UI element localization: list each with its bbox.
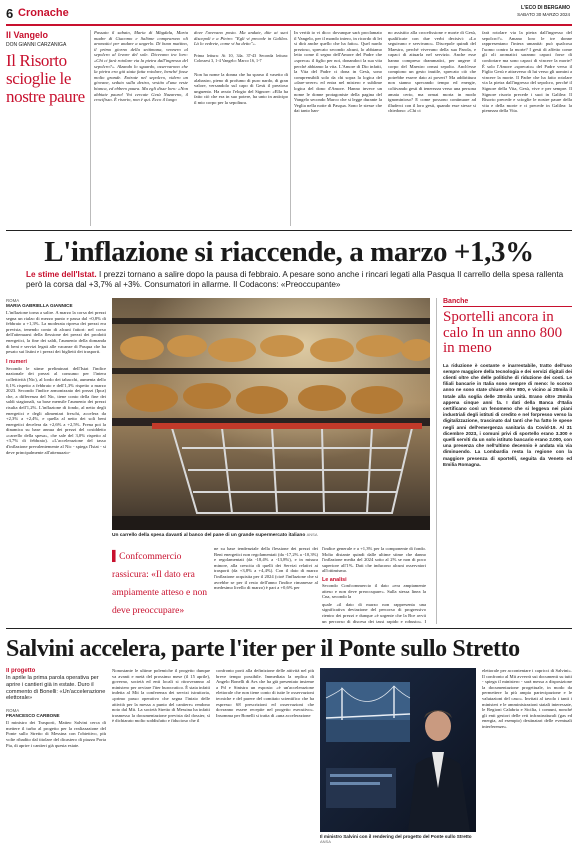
inflazione-lead: L'inflazione torna a salire. A marzo la corsa dei prezzi segna un rialzo di mezzo punto e passa dal +0,8% di febbraio a +1,3%. La moderata ripresa dei prezzi era prevista, tenendo conto di alcuni fattori: nel corso dell'attenuarsi della flessione dei prezzi dei prodotti energetici, la fine dei saldi, l'aumento della domanda di beni e servizi legati alle vacanze di Pasqua che ha pesato sui listini e i prezzi dei biglietti dei trasporti. <box>6 310 106 355</box>
salvini-rendering-image <box>320 668 476 832</box>
inflazione-col1 <box>6 298 106 624</box>
inflazione-col3-text: l'indice generale e a +1,3% per la componente di fondo. Molto distante quindi dalle ultime stime che danno l'inflazione media del 2024 sotto al 2% se non di poco superiore all'1%. Dati che inducono alcuni osservatori all'ottimismo. <box>322 546 426 574</box>
ponte-dateline: ROMA <box>6 708 20 714</box>
inflazione-col4-continuation: quale «il dato di marzo non rappresenta una significativa deviazione del percorso di progressivo rientro dei prezzi e dunque «è urgente che la Bce avvii un percorso di discesa dei tassi rapido e robusto». I <box>322 601 426 624</box>
banche-box <box>436 298 572 624</box>
ponte-kicker: Il progetto <box>6 668 36 674</box>
supermarket-caption-text: Un carrello della spesa davanti al banco del pane di un grande supermercato italiano <box>112 533 306 538</box>
salvini-photo-caption <box>320 834 480 844</box>
page-number: 6 <box>6 6 14 21</box>
vangelo-section <box>6 30 572 228</box>
vangelo-commentary-col4: no assistito alla crocefissione e morte di Gesù, qualificate con due verbi decisivi: «Lo seguivano e servivano». Discepole quindi del Maestro, perché vivevano della sua Parola, e capaci di attuarla nel servizio. Anche esse hanno compreso drammatici, per ungere il corpo del Maestro ormai sepolto. Anch'esse compiono un gesto inutile, sprecato ciò che potrebbe essere dato ai poveri? Ma addirittura non stanno sprecando tempo ed energie, coltivando gesti di tenerezza verso una persona amata certo, ma ormai morta in modo ignominioso? E come possono continuare ad illuderci con il loro gesti, quando esse stesse si chiedono: «Chi ci <box>388 30 476 114</box>
vangelo-gospel-text: Passato il sabato, Maria di Màgdala, Maria madre di Giacomo e Salòme comprarono oli aromatici per andare a ungerlo. Di buon mattino, il primo giorno della settimana, vennero al sepolcro al levare del sole. Dicevano tra loro: «Chi ci farà rotolare via la pietra dall'ingresso del sepolcro?». Alzando lo sguardo, osservarono che la pietra era già stata fatta rotolare, benché fosse molto grande. Entrate nel sepolcro, videro un giovane, seduto sulla destra, vestito d'una veste bianca, ed ebbero paura. Ma egli disse loro: «Non abbiate paura! Voi cercate Gesù Nazareno, il crocifisso. È risorto, non è qui. Ecco il luogo <box>94 30 188 103</box>
inflazione-headline: L'inflazione si riaccende, a marzo +1,3% <box>44 236 534 268</box>
ponte-deck: In aprile la prima parola operativa per aprire i cantieri già in estate. Duro il commento di Bonelli: «Un'accelerazione elettorale» <box>6 675 106 702</box>
salvini-caption-text: Il ministro Salvini con il rendering del progetto del Ponte sullo Stretto <box>320 834 472 839</box>
ponte-col4: elettorale per accontentare i capricci di Salvini». Il confronto al Mit avverrà sui documenti su tutti - spiega il ministero - sarà messa a disposizione la documentazione progettuale, in modo da permettere la più ampia partecipazione e le valutazioni del caso». Invitati al tavolo i tanti i ministeri e le amministrazioni statali interessate, le Regioni Calabria e Sicilia, i comuni, nonché gli enti gestori delle reti infrastrutturali (gas ed energia, ad esempio) destinatari delle eventuali interferenze». <box>482 668 572 729</box>
inflazione-col3 <box>322 546 426 624</box>
vangelo-commentary-col5: farà rotolare via la pietra dall'ingresso del sepolcro?». Amano loro le tre donne rappresentano l'intera umanità: può qualcosa l'uomo contro la morte? I gesti di affetto come gli oli aromatici saranno capaci forse di confortare ma sono capaci di vincere la morte? È solo l'Amore «sprecato» del Padre verso il Figlio Gesù e attraverso di lui verso gli uomini a vincere la morte. Il Padre che ha fatto rotolare via la pietra dall'ingresso del sepolcro, perché il Signore della Vita, Gesù, vive e per sempre. Il Signore risorto precede i suoi in Galilea: Il Risorto precede e scioglie le nostre paure della vita e della morte e ci precede in Galilea: la pienezza della Vita. <box>482 30 572 114</box>
inflazione-deck <box>26 270 566 290</box>
cart-bread-image <box>112 298 430 530</box>
vangelo-title: Il Risorto scioglie le nostre paure <box>6 51 85 106</box>
supermarket-photo-credit: ANSA <box>306 532 318 537</box>
divider <box>290 30 291 226</box>
vangelo-gospel-end: dove l'avevano posto. Ma andate, dite ai suoi discepoli e a Pietro: "Egli vi precede in Galilea. Là lo vedrete, come vi ha detto"». <box>194 30 288 47</box>
inflazione-dateline: ROMA <box>6 298 20 303</box>
pull-quote-text: Confcommercio rassicura: «Il dato era ampiamente atteso e non deve preoccupare» <box>112 551 208 616</box>
vangelo-kicker: Il Vangelo <box>6 30 49 40</box>
banche-body: La riduzione è costante e inarrestabile, tratto dell'uso sempre maggiore della tecnologia e dei servizi digitali dei clienti oltre che delle politiche di riduzione dei costi. Le filiali bancarie in Italia sono sempre di meno: lo scorso anno ne sono state chiuse oltre 800, e vicino ai 20mila il totale alla soglia delle 20mila unità. Erano oltre 25mila appena cinque anni fa. I dati della Banca d'Italia certificano così un fenomeno che si leggeva nei piani industriali degli istituti di credito e nel forpresso verso la digitalizzazione, trascinato dal tanti che ha fatto le spese negli anni dell'emergenza sanitaria da Covid-19. Al 31 dicembre 2023, i comuni privi di sportello erano 3.300 e quelli serviti da un solo istituto bancario erano 2.000, con una presenza che nell'ultimo decennio è andata via via diminuendo. La Lombardia resta la regione con la maggiore presenza di sportelli, seguita da Veneto ed Emilia Romagna. <box>443 362 572 467</box>
vangelo-author: DON GIANNI CARZANIGA <box>6 42 67 48</box>
section-title: Cronache <box>18 7 69 19</box>
banche-title: Sportelli ancora in calo In un anno 800 in meno <box>443 309 563 356</box>
ponte-col3: confronto porti alla definizione delle attività nel più breve tempo possibile. Immediata la replica di Angelo Bonelli di Avs che ha già presentato insieme a Pd e Sinistra un esposto: «è un'accelerazione elettorale che non tiene conto di tutte le osservazioni tecniche e del parere del comitato scientifico che ha espresso 68 prescrizioni ed osservazioni che dovranno essere recepite nel progetto esecutivo». Insomma per Bonelli si tratta di «una accelerazione <box>216 668 314 718</box>
inflazione-deck-label: Le stime dell'Istat. <box>26 270 97 279</box>
inflazione-analisi-text: Secondo Confcommercio il dato «era ampiamente atteso e non deve preoccupare». Sulla stessa linea la Cna, secondo la <box>322 582 426 600</box>
banche-kicker: Banche <box>443 298 572 307</box>
divider <box>90 30 91 226</box>
vangelo-commentary-start: Non ha nome la donna che ha sparso il vasetto di alabastro, pieno di profumo di puro nardo, di gran valore, versandolo sul capo di Gesù il prezioso unguento. Ha avuto l'elogio del Signore: «Ella ha fatto ciò che era in suo potere, ha unto in anticipo il mio corpo per la sepoltura. <box>194 71 288 105</box>
supermarket-photo <box>112 298 430 530</box>
vangelo-col2 <box>194 30 288 226</box>
quote-marker-icon: ▌ <box>112 551 120 562</box>
page-header <box>0 4 580 24</box>
ponte-byline: FRANCESCO CARBONE <box>6 713 60 719</box>
inflazione-subhead-analisi: Le analisi <box>322 576 347 583</box>
header-rule <box>6 24 572 26</box>
inflazione-subhead-numeri: I numeri <box>6 358 27 365</box>
ponte-lead: Il ministro dei Trasporti, Matteo Salvini cerca di mettere il turbo al progetto per la realizzazione del Ponte sullo Stretto di Messina con l'obiettivo, più volte ribadito dal titolare del dicastero di piazza Porta Pia, di aprire i cantieri già questa estate. <box>6 720 106 748</box>
vangelo-readings: Prima lettura: At 10, 34a. 37-43 Seconda lettura: Colossesi 3, 1-4 Vangelo: Marco 16, 1-7 <box>194 52 288 64</box>
salvini-photo <box>320 668 476 832</box>
inflazione-byline: MARIA GABRIELLA GIANNICE <box>6 303 73 308</box>
pull-quote <box>112 546 208 618</box>
paper-name: L'ECO DI BERGAMO <box>521 5 570 11</box>
ponte-headline: Salvini accelera, parte l'iter per il Ponte sullo Stretto <box>6 636 520 662</box>
supermarket-photo-caption <box>112 532 430 538</box>
issue-date: SABATO 30 MARZO 2024 <box>517 12 570 17</box>
section-divider-2 <box>6 628 572 629</box>
section-divider <box>6 230 572 231</box>
inflazione-deck-text: I prezzi tornano a salire dopo la pausa di febbraio. A pesare sono anche i rincari legati alla Pasqua Il carrello della spesa rallenta però la corsa dal +3,7% al +3%. Consumatori in allarme. Il Codacons: «Preoccupante» <box>26 270 564 289</box>
salvini-photo-credit: ANSA <box>320 839 331 844</box>
vangelo-commentary-col3: In verità io vi dico: dovunque sarà proclamato il Vangelo, per il mondo intero, in ricordo di lei si dirà anche quello che ha fatto». Quel nardo prezioso, sprecato secondo alcuni, lo abbiamo letto come il segno dell'Amore del Padre che «spreca» il figlio per noi, donandoci la sua vita perché abbiamo la vita. L'Amore di Dio infatti, la Vita del Padre ci dona in Gesù, sono comprensibili solo da chi sopra la logica del «dare-avere» ed entra nel mistero e sublime logica del dono d'Amore. Hanno invece un nome le donne protagoniste della pagina del Vangelo secondo Marco che si legge durante la Veglia nella notte di Pasqua. Sono le stesse che dai tanto han- <box>294 30 382 114</box>
inflazione-numeri-text: Secondo le stime preliminari dell'Istat l'indice nazionale dei prezzi al consumo per l'intera collettività (Nic), al lordo dei tabacchi, aumenta dello 0,1% rispetto a febbraio e dell'1,3% rispetto a marzo 2023. Secondo l'indice armonizzato dei prezzi (Ipca) che, a differenza del Nic, tiene conto della fine dei saldi stagionali, su base mensile l'aumento dei prezzi risulta dell'1,2%. L'inflazione di fondo, al netto degli energetici e degli alimentari freschi, accelera da +2,3% a +2,4%, e quella al netto dei soli beni energetici decelera da +2,6% a +2,5%. Frena poi la dinamica su base annua dei prezzi del cosiddetto «carrello della spesa», che sale del 3,0% rispetto al +3,7% di febbraio). «L'accelerazione del tasso d'inflazione prevalentemente al Nic - spiega l'Istat - si deve principalmente all'attenuazio- <box>6 365 106 455</box>
inflazione-col2: ne su base tendenziale della flessione dei prezzi dei Beni energetici non regolamentati (da -17,2% a -10,3%) e regolamentati (da -18,4% a -13,8%), e in misura minore, alla crescita di quelli dei Servizi relativi ai trasporti (da +3,8% a +4,4%). Con il dato di marzo l'inflazione acquisita per il 2024 (cioè l'inflazione che si avrebbe se per il resto dell'anno l'indice rimanesse al medesimo livello di marzo) è pari a +0,6% per <box>214 546 318 591</box>
ponte-col1 <box>6 668 106 846</box>
ponte-col2: Nonostante le ultime polemiche il progetto dunque va avanti e metà del prossimo mese (il 15 aprile), governo, società ed enti locali si ritroveranno al ministero per avviare l'iter burocratico. È stata infatti indetta al Mit la conferenza dei servizi istruttoria, «primo passo operativo che segna l'inizio delle attività per la messa a punto del cantiere» rendono noto dal Mit. La società Stretto di Messina ha infatti trasmesso la documentazione prevista dal dossier, sì è dichiarato molto soddisfatto e fiducioso che il <box>112 668 210 724</box>
